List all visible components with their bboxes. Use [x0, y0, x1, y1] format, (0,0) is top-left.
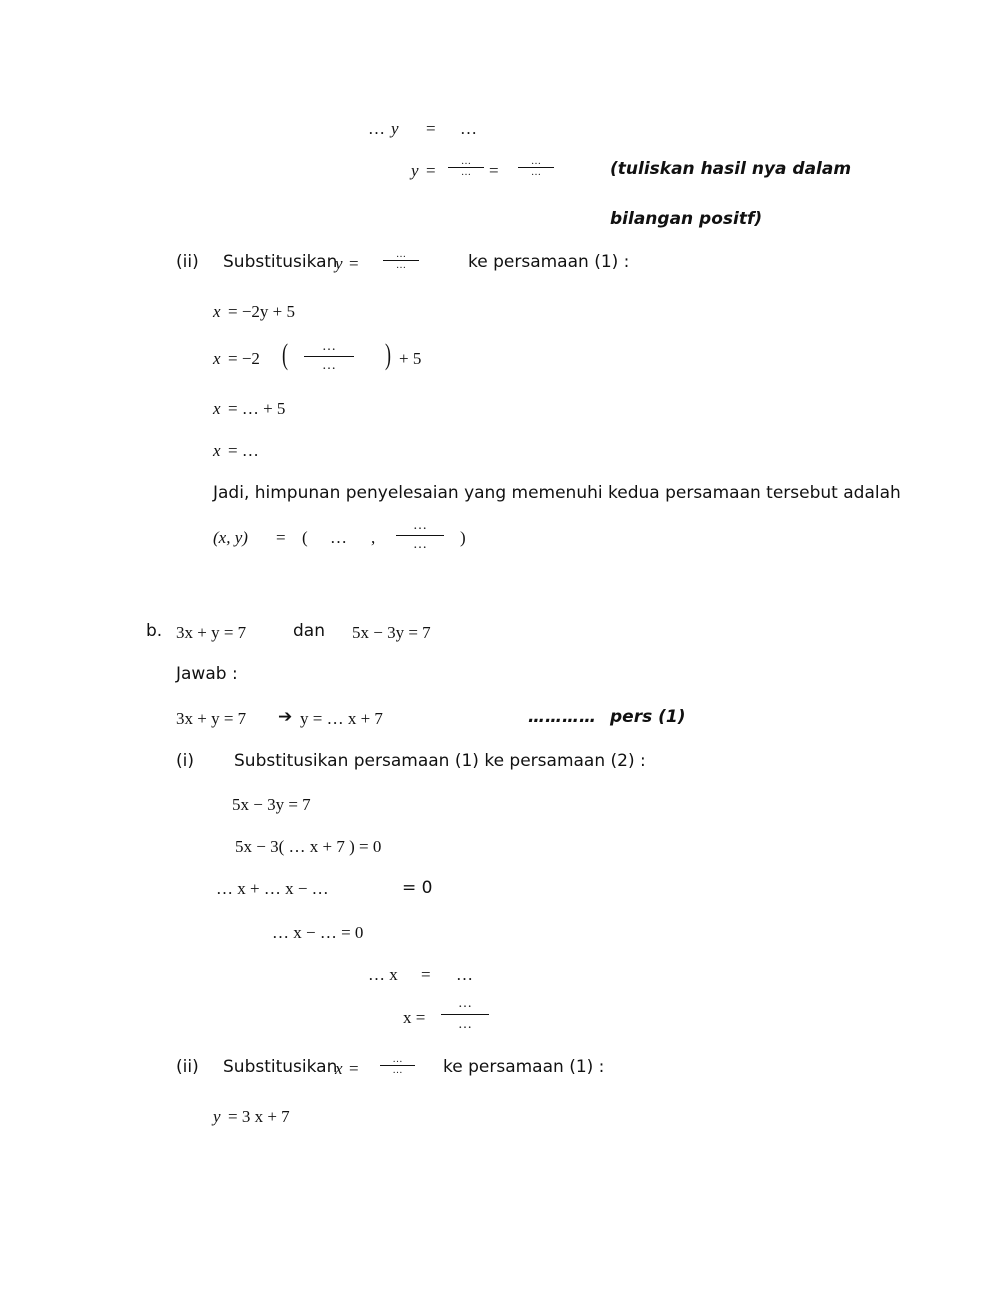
- eq-line: 5x − 3( … x + 7 ) = 0: [235, 837, 382, 856]
- denominator-blank: …: [461, 167, 471, 178]
- var-y: y: [391, 119, 399, 138]
- step-text: ke persamaan (1) :: [443, 1057, 605, 1077]
- left-paren: (: [282, 338, 288, 371]
- var-x: x: [213, 441, 221, 460]
- instruction-note: bilangan positf): [610, 209, 763, 229]
- equation-1: 3x + y = 7: [176, 623, 247, 642]
- expression: = … + 5: [228, 399, 286, 418]
- comma: ,: [371, 528, 376, 547]
- numerator-blank: …: [396, 249, 406, 260]
- fraction-bar: [304, 356, 354, 357]
- blank: …: [368, 119, 385, 138]
- problem-label: b.: [146, 621, 163, 641]
- fraction: [518, 157, 554, 178]
- numerator-blank: …: [322, 339, 336, 354]
- step-label: (ii): [176, 1057, 199, 1077]
- step-text: Substitusikan: [223, 252, 338, 272]
- dots: …………: [528, 707, 596, 727]
- blank: …: [330, 528, 347, 547]
- var-x: x: [335, 1059, 343, 1078]
- fraction-bar: [441, 1014, 489, 1015]
- open-paren: (: [302, 528, 308, 547]
- equals: =: [489, 161, 499, 180]
- denominator-blank: …: [413, 537, 427, 552]
- equals: =: [349, 1059, 359, 1078]
- equals: =: [426, 119, 436, 138]
- fraction: [441, 997, 489, 1032]
- expression: = −2y + 5: [228, 302, 296, 321]
- var-x: x: [213, 399, 221, 418]
- eq-line: … x − … = 0: [272, 923, 364, 942]
- equation-2: 5x − 3y = 7: [352, 623, 431, 642]
- fraction: [396, 519, 444, 552]
- step-label: (ii): [176, 252, 199, 272]
- arrow-right-icon: ➔: [278, 707, 293, 727]
- expression: = …: [228, 441, 259, 460]
- numerator-blank: …: [461, 156, 471, 167]
- expression: = 3 x + 7: [228, 1107, 290, 1126]
- fraction: [304, 340, 354, 373]
- expression: = −2: [228, 349, 260, 368]
- blank: …: [456, 965, 473, 984]
- expression: = 0: [402, 878, 433, 898]
- expression: 3x + y = 7: [176, 709, 247, 728]
- denominator-blank: …: [458, 1017, 472, 1032]
- fraction: [383, 250, 419, 271]
- eq-line: 5x − 3y = 7: [232, 795, 311, 814]
- expression: + 5: [399, 349, 422, 368]
- var-x: x: [213, 302, 221, 321]
- step-label: (i): [176, 751, 194, 771]
- conjunction: dan: [293, 621, 325, 641]
- denominator-blank: …: [396, 260, 406, 271]
- expression: … x: [368, 965, 398, 984]
- equation-tag: pers (1): [610, 707, 686, 727]
- numerator-blank: …: [413, 518, 427, 533]
- var-y: y: [335, 254, 343, 273]
- denominator-blank: …: [322, 358, 336, 373]
- numerator-blank: …: [531, 156, 541, 167]
- answer-label: Jawab :: [176, 664, 238, 684]
- step-text: Substitusikan: [223, 1057, 338, 1077]
- instruction-note: (tuliskan hasil nya dalam: [610, 159, 852, 179]
- numerator-blank: …: [458, 996, 472, 1011]
- step-text: ke persamaan (1) :: [468, 252, 630, 272]
- fraction: [448, 157, 484, 178]
- denominator-blank: …: [531, 167, 541, 178]
- conclusion-text: Jadi, himpunan penyelesaian yang memenuhi kedua persamaan tersebut adalah: [213, 483, 901, 503]
- denominator-blank: …: [392, 1065, 403, 1076]
- equals: =: [421, 965, 431, 984]
- ordered-pair: (x, y): [213, 528, 248, 547]
- equals: =: [426, 161, 436, 180]
- expression: x =: [403, 1008, 426, 1027]
- var-y: y: [411, 161, 419, 180]
- var-x: x: [213, 349, 221, 368]
- equals: =: [276, 528, 286, 547]
- expression: y = … x + 7: [300, 709, 383, 728]
- fraction: [380, 1055, 415, 1076]
- right-paren: ): [385, 338, 391, 371]
- close-paren: ): [460, 528, 466, 547]
- blank: …: [460, 119, 477, 138]
- equals: =: [349, 254, 359, 273]
- numerator-blank: …: [392, 1054, 403, 1065]
- fraction-bar: [396, 535, 444, 536]
- step-text: Substitusikan persamaan (1) ke persamaan (2) :: [234, 751, 646, 771]
- expression: … x + … x − …: [216, 879, 329, 898]
- var-y: y: [213, 1107, 221, 1126]
